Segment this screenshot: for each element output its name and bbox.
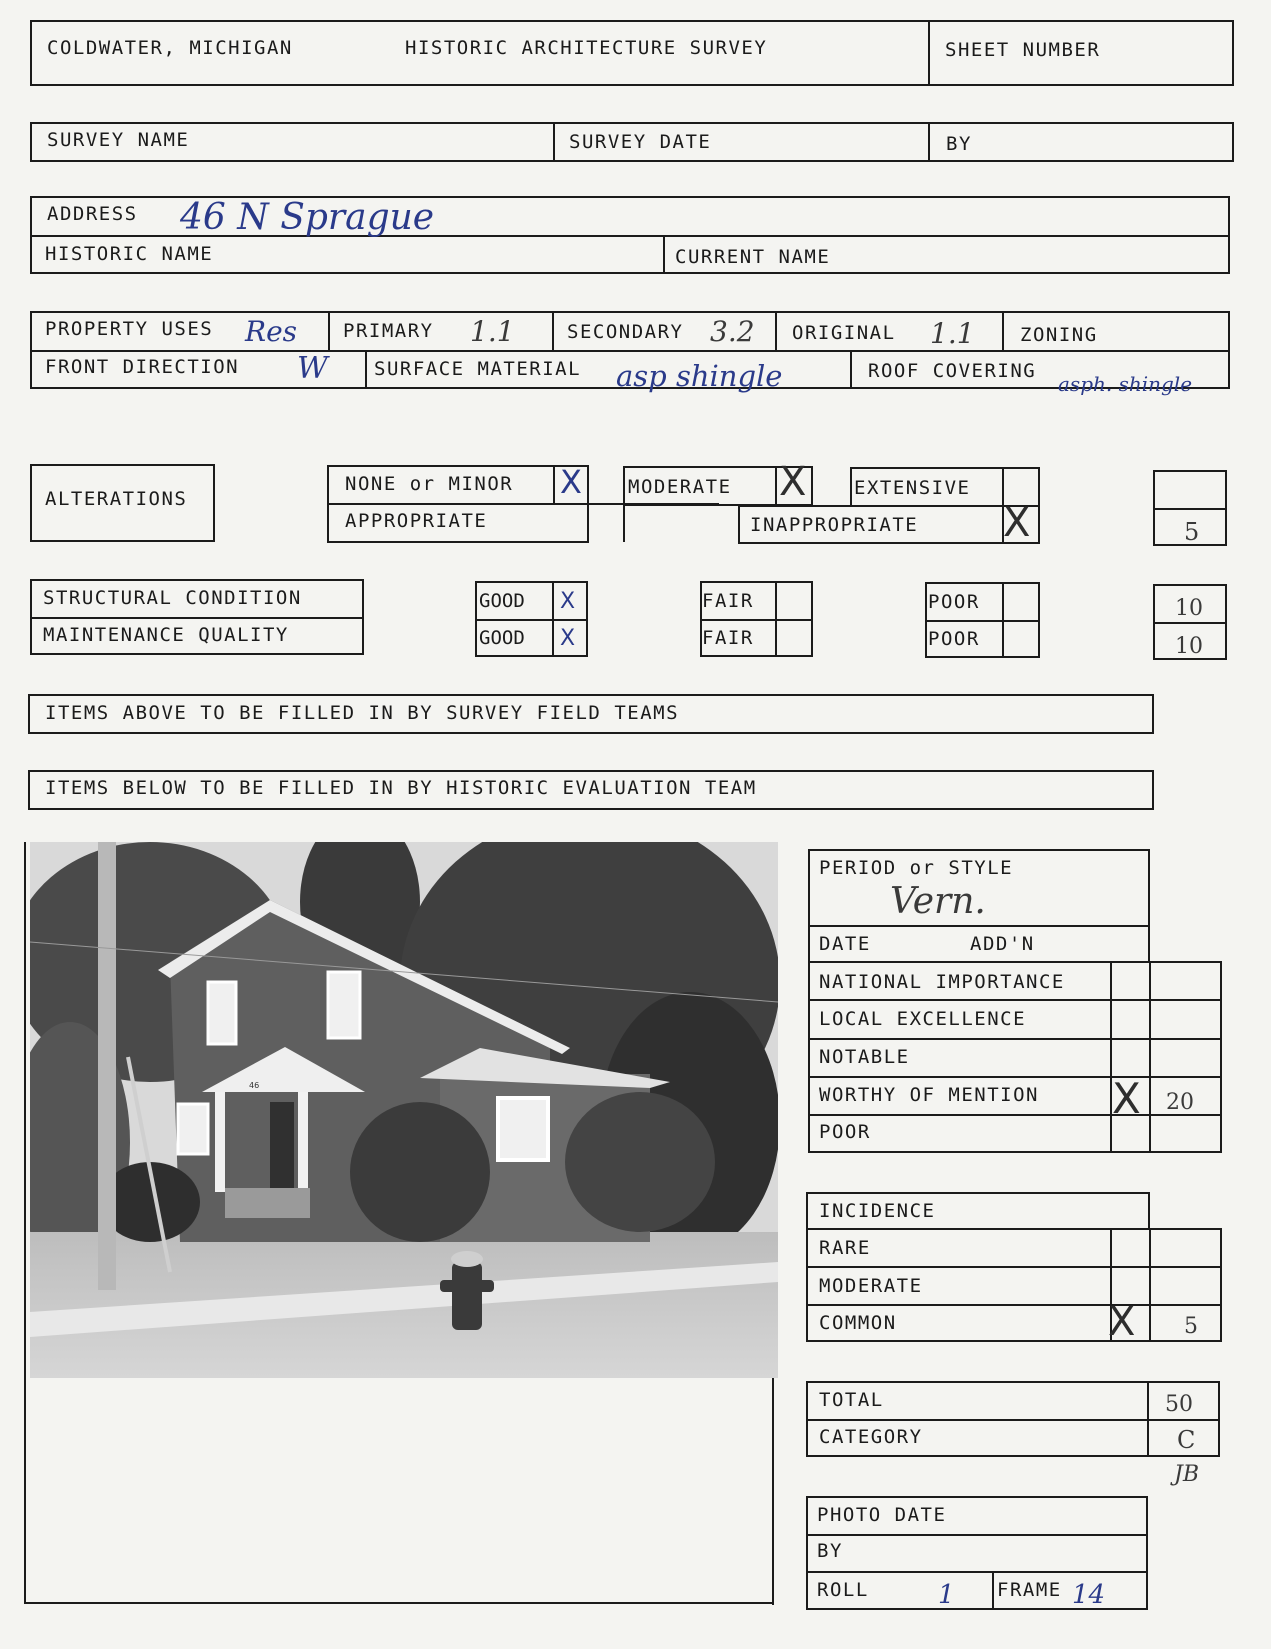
significance-vline-2 (1149, 961, 1151, 1153)
date-label: DATE (819, 933, 871, 955)
property-vdiv-1 (328, 311, 330, 350)
property-vdiv-5 (365, 350, 367, 389)
evaluation-team-note: ITEMS BELOW TO BE FILLED IN BY HISTORIC EVALUATION TEAM (45, 777, 757, 799)
poor-label: POOR (819, 1121, 871, 1143)
roll-value: 1 (938, 1580, 955, 1610)
incidence-vline-2 (1149, 1228, 1151, 1342)
fair-vline (775, 581, 777, 657)
zoning-label: ZONING (1020, 324, 1098, 346)
photo-by-label: BY (817, 1540, 843, 1562)
photo-panel-bottom (24, 1602, 774, 1604)
survey-divider-2 (928, 122, 930, 162)
incidence-hline-2 (806, 1304, 1222, 1306)
current-name-label: CURRENT NAME (675, 246, 831, 268)
structural-fair-label: FAIR (702, 590, 754, 612)
good-hline (475, 619, 588, 621)
significance-vline-1 (1110, 961, 1112, 1153)
sheet-number-label: SHEET NUMBER (945, 39, 1101, 61)
maintenance-score: 10 (1175, 634, 1203, 659)
roof-covering-label: ROOF COVERING (868, 360, 1037, 382)
property-uses-value: Res (245, 315, 298, 348)
secondary-value: 3.2 (710, 315, 755, 348)
maintenance-good-mark: X (560, 626, 576, 651)
none-minor-mark: X (560, 463, 582, 501)
field-teams-note: ITEMS ABOVE TO BE FILLED IN BY SURVEY FIELD TEAMS (45, 702, 680, 724)
condition-labels-divider (30, 617, 364, 619)
house-photo (30, 842, 778, 1378)
structural-good-label: GOOD (479, 590, 525, 612)
common-score: 5 (1184, 1314, 1198, 1339)
rare-label: RARE (819, 1237, 871, 1259)
photo-panel-left (24, 842, 26, 1602)
survey-by-label: BY (946, 133, 972, 155)
photo-info-hline-1 (806, 1534, 1148, 1536)
none-minor-label: NONE or MINOR (345, 473, 514, 495)
city-label: COLDWATER, MICHIGAN (47, 37, 293, 59)
surface-material-value: asp shingle (616, 359, 783, 393)
names-divider (663, 235, 665, 274)
worthy-mark: X (1112, 1074, 1141, 1123)
inappropriate-label: INAPPROPRIATE (750, 514, 919, 536)
frame-value: 14 (1072, 1580, 1106, 1610)
header-divider (928, 20, 930, 86)
national-importance-label: NATIONAL IMPORTANCE (819, 971, 1065, 993)
totals-hline (806, 1419, 1220, 1421)
moderate-mark: X (779, 459, 807, 505)
survey-title: HISTORIC ARCHITECTURE SURVEY (405, 37, 768, 59)
poor-vline (1002, 582, 1004, 658)
survey-name-label: SURVEY NAME (47, 129, 190, 151)
total-label: TOTAL (819, 1389, 884, 1411)
fair-hline (700, 619, 813, 621)
roll-label: ROLL (817, 1579, 869, 1601)
roof-covering-value: asph. shingle (1058, 372, 1193, 396)
worthy-of-mention-label: WORTHY OF MENTION (819, 1084, 1039, 1106)
significance-hline-4 (808, 1114, 1222, 1116)
house-photo-image (30, 842, 778, 1378)
totals-vline (1147, 1381, 1149, 1457)
local-excellence-label: LOCAL EXCELLENCE (819, 1008, 1027, 1030)
house-number: 46 (249, 1081, 260, 1090)
period-style-label: PERIOD or STYLE (819, 857, 1014, 879)
moderate-incidence-label: MODERATE (819, 1275, 923, 1297)
period-style-value: Vern. (890, 881, 986, 922)
maintenance-fair-label: FAIR (702, 627, 754, 649)
maintenance-good-label: GOOD (479, 627, 525, 649)
condition-score-divider (1153, 622, 1227, 624)
survey-divider-1 (553, 122, 555, 162)
survey-date-label: SURVEY DATE (569, 131, 712, 153)
maintenance-quality-label: MAINTENANCE QUALITY (43, 624, 289, 646)
primary-value: 1.1 (470, 315, 515, 348)
category-value: C (1177, 1426, 1196, 1454)
original-value: 1.1 (930, 317, 975, 350)
primary-label: PRIMARY (343, 320, 434, 342)
alterations-score-divider (1153, 508, 1227, 510)
photo-info-vline (992, 1571, 994, 1610)
moderate-label: MODERATE (628, 476, 732, 498)
historic-name-label: HISTORIC NAME (45, 243, 214, 265)
structural-poor-label: POOR (928, 591, 980, 613)
notable-label: NOTABLE (819, 1046, 910, 1068)
addn-label: ADD'N (970, 933, 1035, 955)
front-direction-value: W (297, 351, 328, 386)
original-label: ORIGINAL (792, 322, 896, 344)
common-mark: X (1108, 1299, 1136, 1345)
worthy-score: 20 (1166, 1090, 1194, 1115)
surface-material-label: SURFACE MATERIAL (374, 358, 582, 380)
extensive-label: EXTENSIVE (854, 477, 971, 499)
significance-hline-3 (808, 1076, 1222, 1078)
significance-hline-1 (808, 999, 1222, 1001)
incidence-hline-1 (806, 1266, 1222, 1268)
structural-good-mark: X (560, 589, 576, 614)
property-vdiv-4 (1002, 311, 1004, 350)
property-vdiv-6 (850, 350, 852, 389)
appropriate-label: APPROPRIATE (345, 510, 488, 532)
none-minor-divider (553, 465, 555, 503)
property-vdiv-3 (775, 311, 777, 350)
alterations-label: ALTERATIONS (45, 488, 188, 510)
photo-date-label: PHOTO DATE (817, 1504, 947, 1526)
property-vdiv-2 (552, 311, 554, 350)
maintenance-poor-label: POOR (928, 628, 980, 650)
property-divider (30, 350, 1230, 352)
front-direction-label: FRONT DIRECTION (45, 356, 240, 378)
photo-info-hline-2 (806, 1571, 1148, 1573)
address-label: ADDRESS (47, 203, 138, 225)
good-vline (552, 581, 554, 657)
initials: JB (1174, 1462, 1199, 1487)
moderate-divider (775, 466, 777, 506)
significance-hline-2 (808, 1038, 1222, 1040)
moderate-left-ext (623, 506, 625, 542)
total-value: 50 (1165, 1392, 1193, 1417)
poor-hline (925, 620, 1040, 622)
incidence-label: INCIDENCE (819, 1200, 936, 1222)
address-value: 46 N Sprague (180, 197, 435, 238)
secondary-label: SECONDARY (567, 321, 684, 343)
alterations-score: 5 (1184, 518, 1200, 546)
inappropriate-mark: X (1003, 500, 1031, 546)
structural-score: 10 (1175, 596, 1203, 621)
category-label: CATEGORY (819, 1426, 923, 1448)
common-label: COMMON (819, 1312, 897, 1334)
property-uses-label: PROPERTY USES (45, 318, 214, 340)
frame-label: FRAME (997, 1579, 1062, 1601)
structural-condition-label: STRUCTURAL CONDITION (43, 587, 302, 609)
